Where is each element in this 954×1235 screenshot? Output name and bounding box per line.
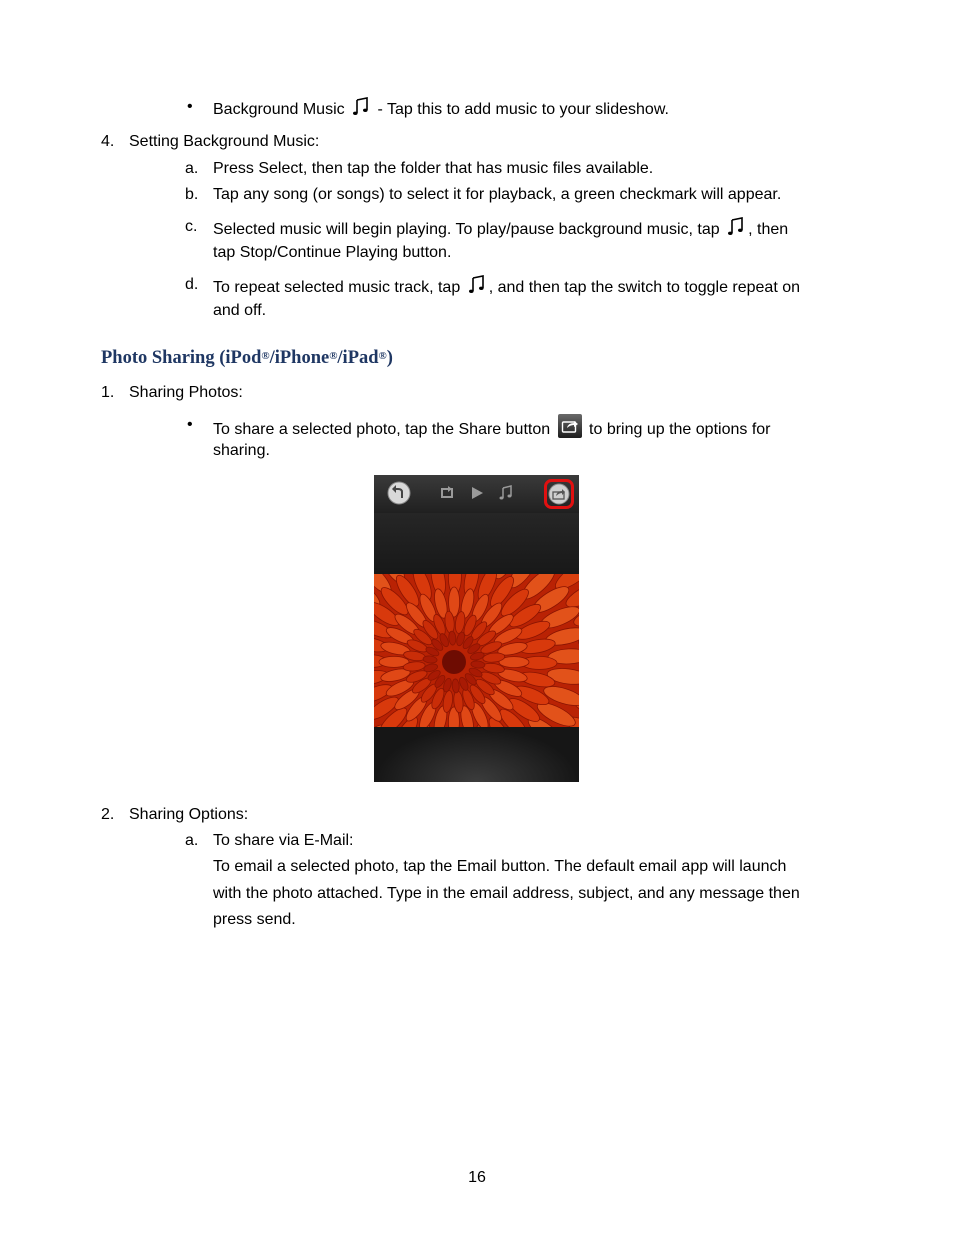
item-c-text-after: , then [748, 221, 789, 238]
item-b-text: Tap any song (or songs) to select it for playback, a green checkmark will appear. [213, 186, 782, 203]
play-icon[interactable] [470, 486, 484, 505]
heading-part-3: /iPad [337, 348, 379, 368]
item-c-line2: tap Stop/Continue Playing button. [213, 244, 452, 261]
app-dark-area-top [374, 513, 579, 574]
item-a-marker: a. [185, 160, 199, 177]
bullet-background-music [213, 96, 669, 121]
app-screenshot [374, 475, 579, 782]
section-heading [101, 345, 393, 369]
sharing-options-title: Sharing Options: [129, 806, 249, 823]
sharing-text-after: to bring up the options for [589, 421, 771, 438]
music-note-icon [352, 96, 370, 118]
page-number: 16 [468, 1169, 486, 1186]
item-c-text [213, 216, 788, 241]
bullet-label: Background Music [213, 101, 345, 118]
item-d-text-after: , and then tap the switch to toggle repeat on [488, 279, 801, 296]
sharing-photos-line2: sharing. [213, 442, 270, 459]
share-icon [558, 414, 582, 438]
registered-mark: ® [378, 350, 387, 362]
bullet-marker: • [187, 98, 193, 115]
share-button-highlighted[interactable] [544, 479, 574, 514]
option-a-line-2: with the photo attached. Type in the email address, subject, and any message then [213, 885, 800, 902]
back-icon[interactable] [387, 481, 411, 510]
item-c-marker: c. [185, 218, 198, 235]
repeat-icon[interactable] [439, 486, 455, 505]
app-toolbar [374, 475, 579, 513]
item-a-text: Press Select, then tap the folder that has music files available. [213, 160, 654, 177]
music-note-icon[interactable] [499, 485, 513, 506]
item-d-text-before: To repeat selected music track, tap [213, 279, 461, 296]
option-a-line-1: To email a selected photo, tap the Email button. The default email app will launch [213, 858, 787, 875]
item-d-marker: d. [185, 276, 199, 293]
item-d-text [213, 274, 800, 299]
bullet-rest: - Tap this to add music to your slideshow. [373, 101, 669, 118]
item-d-line2: and off. [213, 302, 267, 319]
music-note-icon [727, 216, 745, 238]
flower-center [442, 650, 466, 674]
sharing-photos-text [213, 414, 770, 441]
registered-mark: ® [261, 350, 270, 362]
heading-part-2: /iPhone [269, 348, 330, 368]
section-4-title: Setting Background Music: [129, 133, 320, 150]
option-a-line-3: press send. [213, 911, 296, 928]
registered-mark: ® [329, 350, 338, 362]
heading-part-4: ) [386, 348, 393, 368]
item-c-text-before: Selected music will begin playing. To play/pause background music, tap [213, 221, 720, 238]
flower-photo [374, 574, 579, 727]
sharing-options-number: 2. [101, 806, 115, 823]
sharing-text-before: To share a selected photo, tap the Share button [213, 421, 551, 438]
heading-part-1: Photo Sharing (iPod [101, 348, 262, 368]
app-dark-area-bottom [374, 727, 579, 782]
section-4-number: 4. [101, 133, 115, 150]
bullet-marker: • [187, 416, 193, 433]
music-note-icon [468, 274, 486, 296]
sharing-photos-number: 1. [101, 384, 115, 401]
option-a-marker: a. [185, 832, 199, 849]
item-b-marker: b. [185, 186, 199, 203]
sharing-photos-title: Sharing Photos: [129, 384, 243, 401]
option-a-subtitle: To share via E-Mail: [213, 832, 354, 849]
